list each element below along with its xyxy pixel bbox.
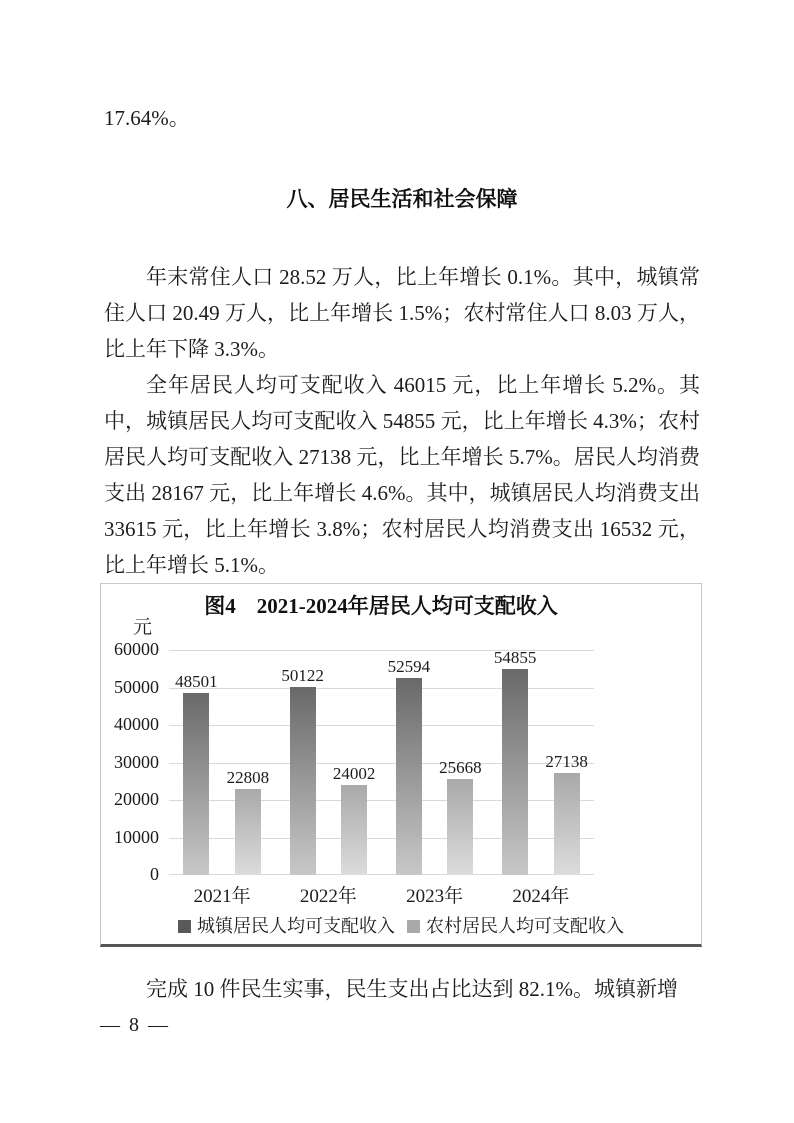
- bar: [183, 693, 209, 875]
- y-axis-ticks: [101, 639, 163, 884]
- section-heading: 八、居民生活和社会保障: [286, 188, 518, 211]
- bar: [290, 687, 316, 875]
- series-column: [388, 657, 431, 875]
- bar-group: [275, 650, 381, 875]
- bar: [502, 669, 528, 875]
- paragraph-livelihood: 完成 10 件民生实事，民生支出占比达到 82.1%。城镇新增: [146, 977, 678, 1001]
- bar: [396, 678, 422, 875]
- legend-swatch-icon: [178, 920, 191, 933]
- bar-data-label: 22808: [226, 768, 270, 788]
- y-axis-unit-label: 元: [133, 617, 153, 638]
- paragraph-population: 年末常住人口 28.52 万人，比上年增长 0.1%。其中，城镇常住人口 20.49 万人，比上年增长 1.5%；农村常住人口 8.03 万人，比上年下降 3.3%。: [104, 265, 700, 361]
- y-tick-label: 40000: [114, 714, 159, 734]
- series-column: [494, 648, 537, 875]
- plot-region: [101, 639, 701, 940]
- y-tick-label: 50000: [114, 676, 159, 697]
- series-column: [439, 758, 482, 875]
- bar-data-label: 25668: [439, 757, 482, 777]
- bars: [169, 650, 594, 875]
- bar-data-label: 27138: [545, 752, 588, 772]
- bar-group: [169, 650, 275, 875]
- figure4-chart: [100, 583, 702, 947]
- series-column: [281, 666, 324, 875]
- chart-legend: [101, 914, 701, 938]
- bar-data-label: 54855: [493, 648, 537, 668]
- legend-label: 城镇居民人均可支配收入: [197, 916, 395, 936]
- y-tick-label: 0: [150, 864, 159, 884]
- x-axis-label: 2024年: [512, 886, 570, 907]
- page-number: — 8 —: [100, 1014, 170, 1036]
- bar: [235, 789, 261, 875]
- y-tick-label: 20000: [114, 789, 159, 809]
- bar-data-label: 48501: [175, 672, 218, 692]
- bar-data-label: 24002: [332, 764, 376, 783]
- paragraph-income: 全年居民人均可支配收入 46015 元，比上年增长 5.2%。其中，城镇居民人均可支配收入 54855 元，比上年增长 4.3%；农村居民人均可支配收入 27138 元，比上年增长 5.7%。居民人均消费支出 28167 元，比上年增长 4.6%。其中，城镇居民人均消费支出 33615 元，比上年增长 3.8%；农村居民人均消费支出 16532 元，比上年增长 5.1%。: [104, 373, 700, 577]
- bar-data-label: 50122: [281, 666, 324, 686]
- series-column: [175, 672, 218, 875]
- bar: [554, 773, 580, 875]
- x-axis-label: 2023年: [406, 886, 464, 907]
- x-axis-labels: [169, 884, 594, 910]
- bar-group: [382, 650, 488, 875]
- plot-area: [169, 650, 594, 875]
- bar: [341, 785, 367, 875]
- bar: [447, 779, 473, 875]
- legend-item: [407, 914, 624, 938]
- series-column: [227, 768, 270, 875]
- paragraph-continuation: 17.64%。: [104, 106, 190, 130]
- bar-group: [488, 650, 594, 875]
- bar-data-label: 52594: [387, 656, 431, 676]
- series-column: [545, 752, 588, 875]
- y-tick-label: 10000: [114, 826, 159, 847]
- chart-title: 图4 2021-2024年居民人均可支配收入: [204, 594, 558, 618]
- legend-item: [178, 914, 395, 938]
- x-axis-label: 2022年: [299, 886, 357, 907]
- legend-label: 农村居民人均可支配收入: [426, 916, 624, 936]
- legend-swatch-icon: [407, 920, 420, 933]
- series-column: [333, 764, 376, 875]
- y-tick-label: 60000: [114, 639, 159, 659]
- x-axis-label: 2021年: [193, 886, 251, 907]
- y-tick-label: 30000: [114, 751, 159, 772]
